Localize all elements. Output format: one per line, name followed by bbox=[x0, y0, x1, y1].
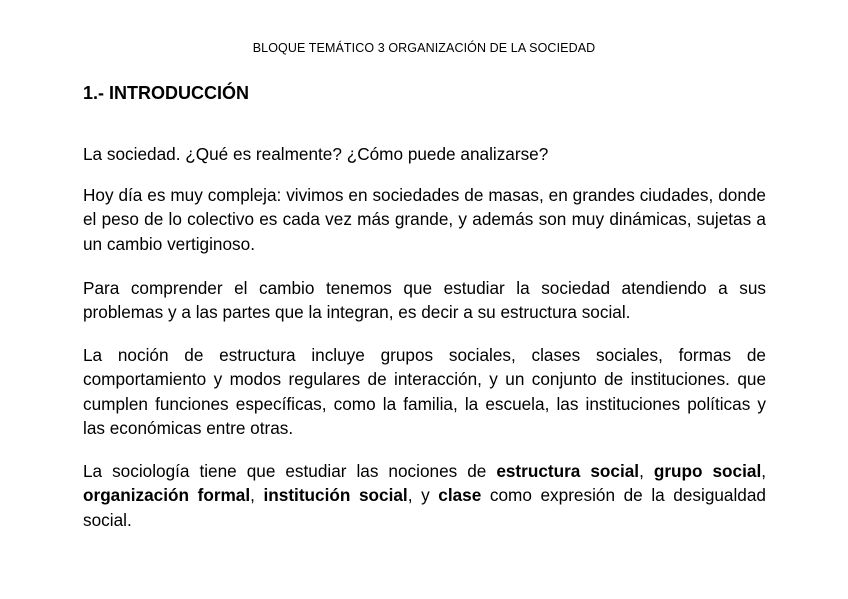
term-clase: clase bbox=[438, 485, 482, 506]
term-institucion-social: institución social bbox=[263, 485, 408, 506]
complexity-paragraph: Hoy día es muy compleja: vivimos en sociedades de masas, en grandes ciudades, donde el peso de lo colectivo es cada vez más grande, y además son muy dinámicas, sujetas a un cambio vertiginoso. bbox=[83, 185, 766, 254]
intro-question-paragraph: La sociedad. ¿Qué es realmente? ¿Cómo puede analizarse? bbox=[83, 144, 549, 164]
sociology-text-5: , y bbox=[407, 485, 439, 506]
structure-paragraph: La noción de estructura incluye grupos sociales, clases sociales, formas de comportamiento y modos regulares de interacción, y un conjunto de instituciones. que cumplen funciones específicas, como la familia, la escuela, las instituciones políticas y las económicas entre otras. bbox=[83, 345, 766, 439]
sociology-text-2: , bbox=[639, 461, 654, 481]
change-paragraph: Para comprender el cambio tenemos que estudiar la sociedad atendiendo a sus problemas y a las partes que la integran, es decir a su estructura social. bbox=[83, 278, 766, 323]
sociology-text-3: , bbox=[761, 461, 767, 481]
section-title: 1.- INTRODUCCIÓN bbox=[83, 83, 249, 103]
term-organizacion-formal: organización formal bbox=[83, 485, 251, 506]
sociology-text-6: como expresión de la desigualdad social. bbox=[83, 485, 766, 530]
term-estructura-social: estructura social bbox=[496, 461, 640, 481]
sociology-text-4: , bbox=[250, 485, 264, 506]
page-header: BLOQUE TEMÁTICO 3 ORGANIZACIÓN DE LA SOCIEDAD bbox=[252, 41, 596, 55]
term-grupo-social: grupo social bbox=[653, 461, 762, 481]
sociology-text-1: La sociología tiene que estudiar las nociones de bbox=[83, 461, 497, 481]
sociology-paragraph bbox=[83, 459, 766, 532]
